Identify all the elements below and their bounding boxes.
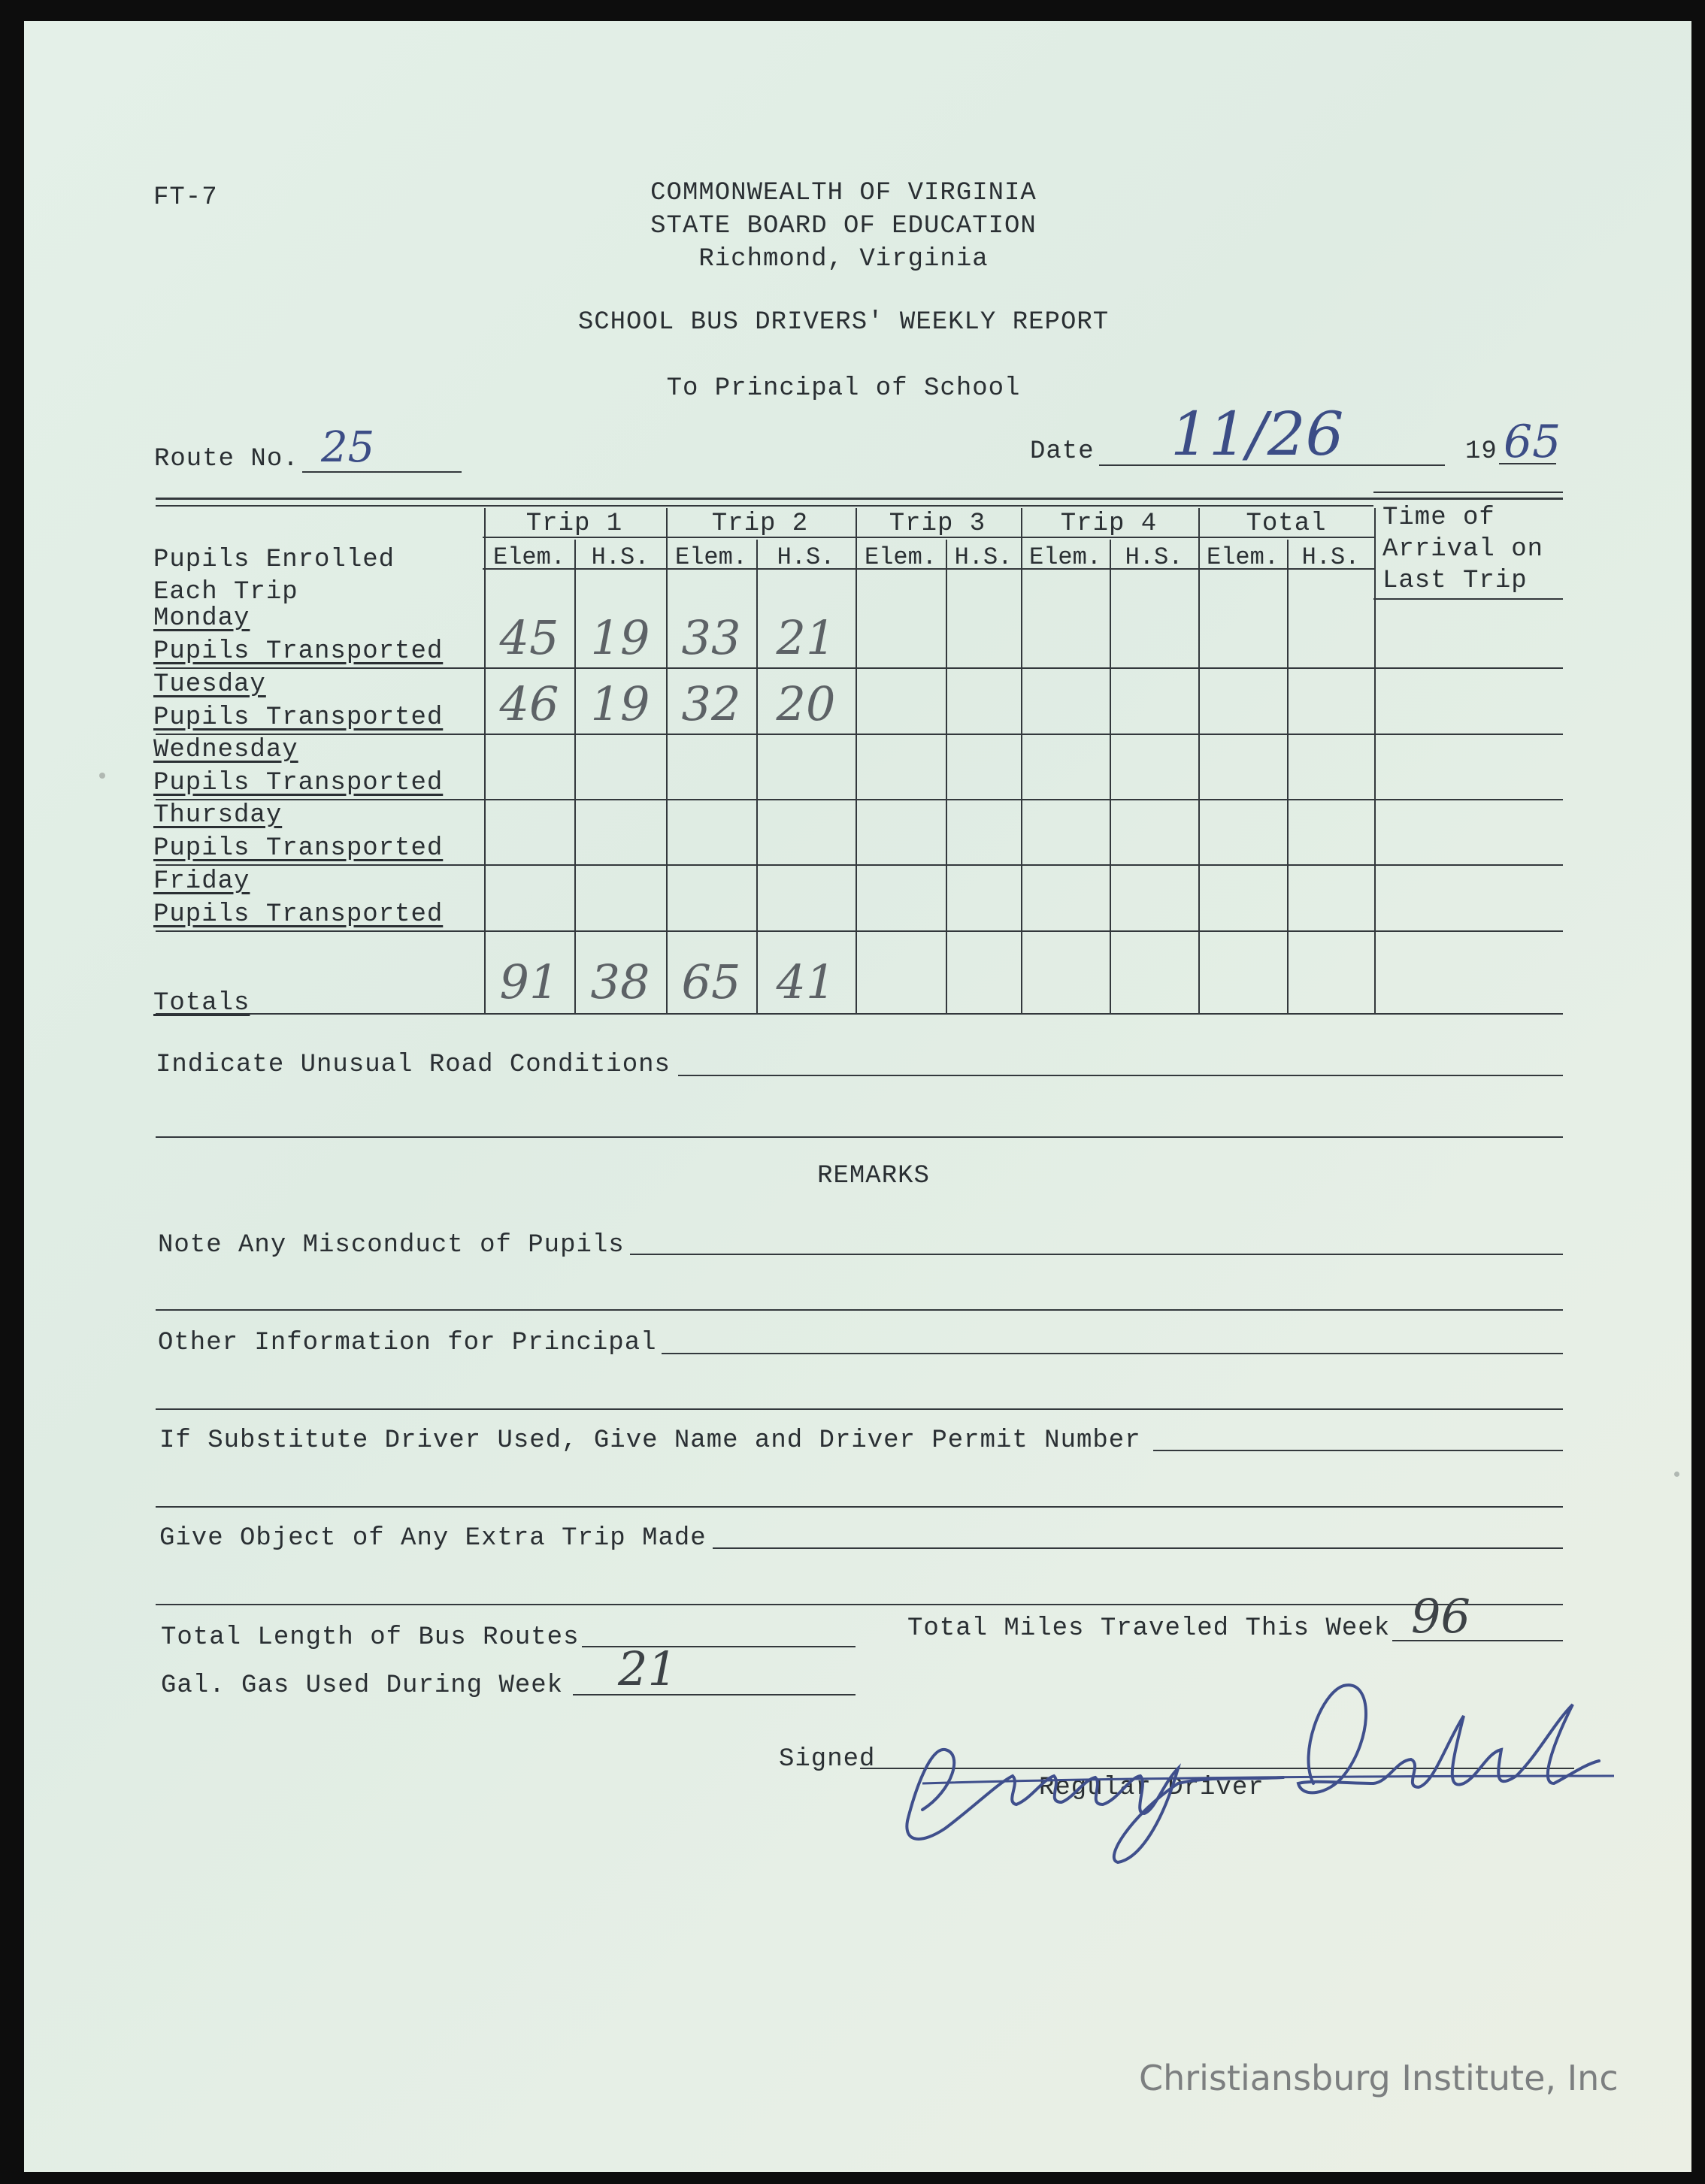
extra-trip-line-1: [713, 1547, 1563, 1549]
hs-subheader: H.S.: [777, 543, 835, 571]
table-column-line: [946, 540, 947, 1013]
table-column-line: [1021, 508, 1022, 1013]
totals-cell: 91: [499, 954, 559, 1009]
pupils-count-cell: 21: [776, 610, 836, 665]
totals-cell: 38: [590, 954, 650, 1009]
elem-subheader: Elem.: [674, 543, 747, 571]
table-column-line: [574, 540, 576, 1013]
route-label: Route No.: [154, 445, 299, 473]
trip-3-header: Trip 3: [889, 510, 986, 538]
signed-label: Signed: [779, 1745, 876, 1774]
table-column-line: [1287, 540, 1289, 1013]
road-conditions-line-1: [678, 1075, 1563, 1076]
table-column-line: [666, 508, 668, 1013]
pupils-count-cell: 32: [681, 676, 741, 731]
gas-line: [573, 1694, 856, 1695]
miles-value: 96: [1411, 1589, 1470, 1644]
road-conditions-line-2: [156, 1136, 1563, 1138]
elem-subheader: Elem.: [1206, 543, 1279, 571]
table-column-line: [856, 508, 857, 1013]
row-divider: [156, 799, 1563, 800]
hs-subheader: H.S.: [954, 543, 1013, 571]
hs-subheader: H.S.: [1125, 543, 1183, 571]
pupils-transported-label: Pupils Transported: [153, 703, 444, 732]
arrival-header-2: Arrival on: [1382, 535, 1544, 564]
pupils-transported-label: Pupils Transported: [153, 769, 444, 797]
day-label-wednesday: Wednesday: [153, 736, 298, 764]
report-subtitle: To Principal of School: [666, 374, 1021, 403]
row-divider: [156, 864, 1563, 866]
hs-subheader: H.S.: [591, 543, 650, 571]
trip-2-header: Trip 2: [711, 510, 809, 538]
gas-label: Gal. Gas Used During Week: [161, 1671, 564, 1700]
table-column-line: [1374, 508, 1376, 1013]
header-line-1: COMMONWEALTH OF VIRGINIA: [650, 179, 1037, 207]
pupils-enrolled-label: Pupils Enrolled: [153, 546, 395, 574]
table-column-line: [1198, 508, 1200, 1013]
pupils-count-cell: 19: [590, 676, 650, 731]
pupils-count-cell: 46: [499, 676, 559, 731]
route-value: 25: [321, 423, 375, 472]
arrival-header-3: Last Trip: [1382, 567, 1528, 595]
watermark: Christiansburg Institute, Inc: [1139, 2058, 1619, 2098]
header-line-2: STATE BOARD OF EDUCATION: [650, 212, 1037, 240]
other-info-line-2: [156, 1408, 1563, 1410]
pupils-transported-label: Pupils Transported: [153, 637, 444, 666]
road-conditions-label: Indicate Unusual Road Conditions: [156, 1051, 671, 1079]
date-year: 65: [1504, 416, 1561, 468]
table-top-border: [156, 498, 1563, 500]
route-length-label: Total Length of Bus Routes: [161, 1623, 580, 1652]
trip-4-header: Trip 4: [1060, 510, 1158, 538]
arrival-header-divider: [1373, 598, 1563, 600]
pupils-count-cell: 20: [776, 676, 836, 731]
pupils-count-cell: 19: [590, 610, 650, 665]
substitute-label: If Substitute Driver Used, Give Name and Driver Permit Number: [159, 1426, 1141, 1455]
header-line-3: Richmond, Virginia: [698, 245, 989, 274]
miles-label: Total Miles Traveled This Week: [907, 1614, 1391, 1643]
elem-subheader: Elem.: [492, 543, 565, 571]
pupils-transported-label: Pupils Transported: [153, 900, 444, 929]
row-divider: [156, 667, 1563, 669]
misconduct-line-1: [630, 1254, 1563, 1255]
day-label-tuesday: Tuesday: [153, 670, 266, 699]
elem-subheader: Elem.: [1028, 543, 1101, 571]
gas-value: 21: [618, 1641, 677, 1696]
other-info-line-1: [662, 1353, 1563, 1354]
form-code: FT-7: [153, 183, 218, 212]
day-label-monday: Monday: [153, 604, 250, 633]
date-label: Date: [1030, 437, 1095, 466]
other-info-label: Other Information for Principal: [158, 1329, 657, 1357]
table-top-border-2: [156, 505, 1373, 507]
extra-trip-label: Give Object of Any Extra Trip Made: [159, 1524, 707, 1553]
table-column-line: [484, 508, 486, 1013]
totals-cell: 41: [776, 954, 836, 1009]
substitute-line-2: [156, 1506, 1563, 1508]
pupils-count-cell: 45: [499, 610, 559, 665]
trip-1-header: Trip 1: [525, 510, 623, 538]
day-label-thursday: Thursday: [153, 801, 283, 830]
regular-driver-label: Regular Driver: [1039, 1774, 1264, 1802]
report-form: [24, 21, 1691, 2172]
day-label-friday: Friday: [153, 867, 250, 896]
date-value: 11/26: [1170, 399, 1344, 469]
extra-trip-line-2: [156, 1604, 1563, 1605]
misconduct-label: Note Any Misconduct of Pupils: [158, 1231, 625, 1260]
each-trip-label: Each Trip: [153, 578, 298, 606]
table-bottom-border: [156, 1013, 1563, 1015]
table-column-line: [1110, 540, 1111, 1013]
row-divider: [156, 734, 1563, 735]
totals-cell: 65: [681, 954, 741, 1009]
table-column-line: [756, 540, 758, 1013]
remarks-heading: REMARKS: [817, 1162, 930, 1190]
hs-subheader: H.S.: [1301, 543, 1360, 571]
pupils-transported-label: Pupils Transported: [153, 834, 444, 863]
pupils-count-cell: 33: [681, 610, 741, 665]
report-title: SCHOOL BUS DRIVERS' WEEKLY REPORT: [577, 308, 1110, 337]
totals-label: Totals: [153, 989, 250, 1018]
date-century: 19: [1465, 437, 1498, 466]
misconduct-line-2: [156, 1309, 1563, 1311]
row-divider: [156, 930, 1563, 932]
elem-subheader: Elem.: [864, 543, 937, 571]
arrival-header-1: Time of: [1382, 504, 1495, 532]
signature-image: [892, 1671, 1614, 1866]
substitute-line-1: [1153, 1450, 1563, 1451]
total-header: Total: [1246, 510, 1327, 538]
